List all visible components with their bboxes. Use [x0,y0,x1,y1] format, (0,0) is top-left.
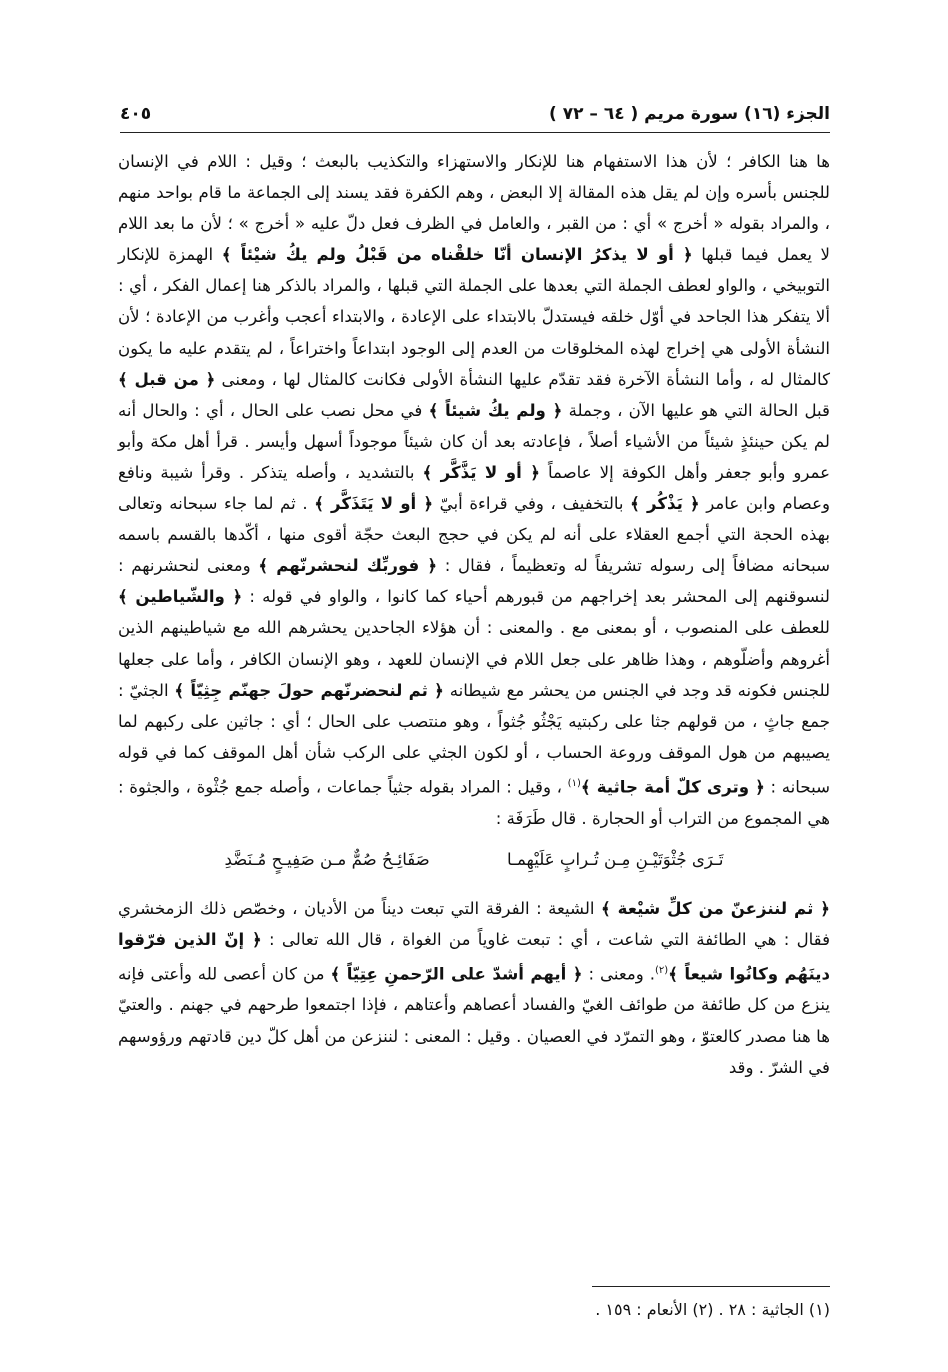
quran-quote: ﴿ ثم لنحضرنّهم حولَ جهنّم جِثِيّاً ﴾ [174,680,444,700]
text-run: بالتشديد ، وأصله يتذكر . وقرأ شيبة ونافع وعصام وابن عامر [118,462,830,514]
quran-quote: ﴿ والشّياطين ﴾ [118,587,243,607]
footnotes: (١) الجاثية : ٢٨ . (٢) الأنعام : ١٥٩ . [595,1300,830,1319]
footnote-marker: (٢) [655,964,669,976]
text-run: الجثيّ : جمع جاثٍ ، من قولهم جثا على ركبتيه يَجْثُو جُثواً ، وهو منتصب على الحال ؛ أي : جاثين على ركبهم لما يصيبهم من هول الموقف وروعة الحساب ، أو لكون الجثي على الركب شأن أهل الموقف كما في قوله سبحانه : [118,680,830,797]
text-run: ، وقيل : المراد بقوله جثياً جماعات ، وأصله جمع جُثْوة ، والجثوة : هي المجموع من التراب أو الحجارة . قال طَرَفَة : [118,777,830,828]
main-text [118,146,830,1083]
poetry-verse [118,844,830,875]
quran-quote: ﴿ ثم لننزعنّ من كلِّ شيْعة ﴾ [600,898,830,918]
quran-quote: ﴿ وترى كلّ أمة جاثية ﴾ [580,777,765,797]
text-run: بالتخفيف ، وفي قراءة أبيّ [433,494,631,514]
quran-quote: ﴿ أيهم أشدّ على الرّحمنِ عِتِيّاً ﴾ [330,964,583,984]
header-title: الجزء (١٦) سورة مريم ( ٦٤ – ٧٢ ) [549,104,830,124]
paragraph-2 [118,893,830,1083]
quran-quote: ﴿ إنّ الذين فرّقوا دينَهُم وكانُوا شيعاً ﴾ [118,929,831,984]
text-run: للعطف على المنصوب ، أو بمعنى مع . والمعنى : أن هؤلاء الجاحدين يحشرهم الله مع شياطينهم الذين أغروهم وأضلّوهم ، وهذا ظاهر على جعل اللام في الإنسان للعهد ، وهو الإنسان الكافر ، وأما على جعلها للجنس فكونه قد وجد في الجنس من يحشر مع شيطانه [118,618,830,700]
page-number: ٤٠٥ [120,104,152,124]
verse-hemistich-left: صَفَائِـحُ صُمٌّ مـن صَفِيـحٍ مُـنَضَّدِ [224,849,430,869]
text-run: الشيعة : الفرقة التي تبعت ديناً من الأديان ، وخصّص ذلك الزمخشري فقال : هي الطائفة التي شاعت ، أي : تبعت غاوياً من الغواة ، قال الله تعالى : [118,898,831,949]
running-header [120,98,830,133]
footnote-marker: (١) [567,777,581,789]
quran-quote: ﴿ أو لا يذكرُ الإنسان أنّا خلقْناه من قَبْلُ ولم يكُ شيْئاً ﴾ [221,245,693,265]
paragraph-1 [118,146,830,834]
quran-quote: ﴿ فوربِّك لنحشرنّهم ﴾ [258,556,438,576]
quran-quote: ﴿ من قبل ﴾ [118,369,216,389]
text-run: من كان أعصى لله وأعتى فإنه ينزع من كل طائفة من طوائف الغيّ والفساد أعصاهم وأعتاهم ، فإذا اجتمعوا طرحهم في جهنم . والعتيّ ها هنا مصدر كالعتوّ ، وهو التمرّد في العصيان . وقيل : المعنى : لننزعن من أهل كلّ دين قادتهم ورؤوسهم في الشرّ . وقد [118,964,830,1077]
text-run: في محل نصب على الحال ، أي : والحال أنه لم يكن حينئذٍ شيئاً من الأشياء أصلاً ، فإعادته بعد أن كان شيئاً موجوداً أسهل وأيسر . قرأ أهل مكة وأبو عمرو وأبو جعفر وأهل الكوفة إلا عاصماً [118,400,831,482]
quran-quote: ﴿ يَذْكُر ﴾ [630,494,700,514]
quran-quote: ﴿ أو لا يَتَذَكَّر ﴾ [314,494,434,514]
quran-quote: ﴿ ولم يكُ شيئاً ﴾ [428,400,563,420]
text-run: . ثم لما جاء سبحانه وتعالى بهذه الحجة التي أجمع العقلاء على أنه لم يكن في حجج البعث حجّة أقوى منها ، أكّدها بالقسم باسمه سبحانه مضافاً إلى رسوله تشريفاً له وتعظيماً ، فقال : [118,494,830,576]
text-run: ومعنى لنحشرنهم : لنسوقنهم إلى المحشر بعد إخراجهم من قبورهم أحياء كما كانوا ، والواو في قوله : [118,556,830,607]
text-run: الهمزة للإنكار التوبيخي ، والواو لعطف الجملة التي بعدها على الجملة التي قبلها ، والمراد بالذكر هنا إعمال الفكر ، أي : ألا يتفكر هذا الجاحد في أوّل خلقه فيستدلّ بالابتداء على الإعادة ، والابتداء أعجب وأغرب من الإعادة ؛ لأن النشأة الأولى هي إخراج لهذه المخلوقات من العدم إلى الوجود ابتداعاً واختراعاً ، لم يتقدم عليه ما يكون كالمثال له ، وأما النشأة الآخرة فقد تقدّم عليها النشأة الأولى فكانت كالمثال لها ، ومعنى [118,245,830,389]
text-run: ها هنا الكافر ؛ لأن هذا الاستفهام هنا للإنكار والاستهزاء والتكذيب بالبعث ؛ وقيل : اللام في الإنسان للجنس بأسره وإن لم يقل هذه المقالة إلا البعض ، وهم الكفرة فقد يسند إلى الجماعة ما قام بواحد منهم ، والمراد بقوله « أخرج » أي : من القبر ، والعامل في الظرف فعل دلّ عليه « أخرج » ؛ لأن ما بعد اللام لا يعمل فيما قبلها [118,152,830,265]
verse-hemistich-right: تَـرَى جُثْوَتَيْـنِ مِـن تُـرابٍ عَلَيْهِمـا [507,849,724,869]
footnote-separator [592,1286,830,1287]
quran-quote: ﴿ أو لا يَذَّكَّر ﴾ [422,462,540,482]
text-run: قبل الحالة التي هو عليها الآن ، وجملة [562,400,830,420]
text-run: . ومعنى : [582,964,656,984]
